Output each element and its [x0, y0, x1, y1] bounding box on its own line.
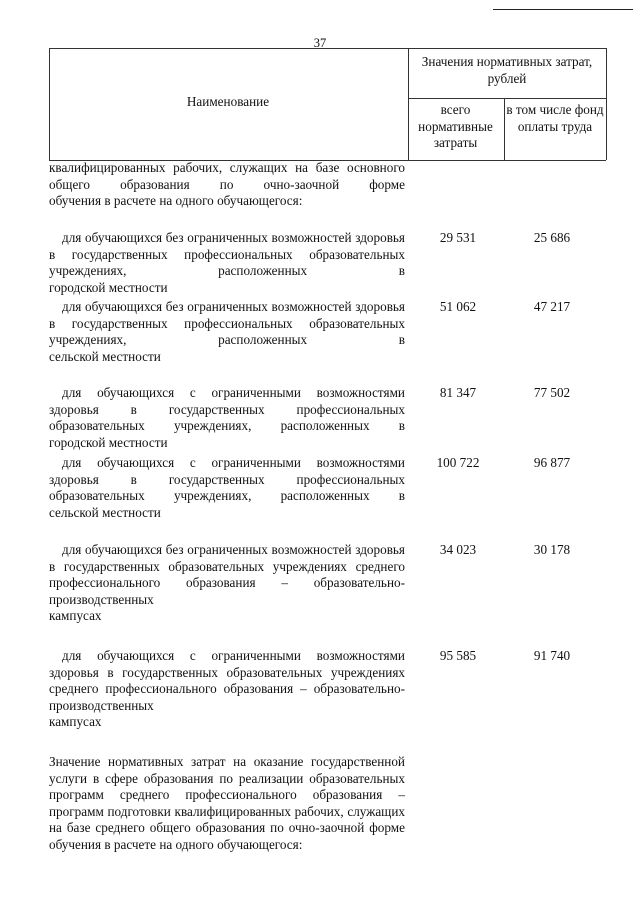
row-total: 100 722	[436, 455, 480, 470]
header-name: Наименование	[186, 94, 270, 109]
closing-last-line: обучения в расчете на одного обучающегося:	[49, 836, 303, 852]
row-fund: 91 740	[533, 648, 571, 663]
closing-paragraph	[49, 754, 405, 854]
corner-line	[493, 9, 633, 10]
intro-continuation	[49, 160, 405, 210]
row-fund: 30 178	[533, 542, 571, 557]
table-border-right	[606, 48, 607, 160]
row-text-last: городской местности	[49, 434, 168, 450]
row-fund: 77 502	[533, 385, 571, 400]
row-text: для обучающихся с ограниченными возможностями здоровья в государственных профессиональных образовательных учреждениях, расположенных в	[49, 455, 405, 504]
header-total: всего нормативные затраты	[418, 102, 493, 151]
row-total: 34 023	[439, 542, 477, 557]
intro-text: квалифицированных рабочих, служащих на базе основного общего образования по очно-заочной форме	[49, 160, 405, 192]
page-number: 37	[313, 36, 327, 50]
row-text: для обучающихся без ограниченных возможностей здоровья в государственных профессиональных образовательных учреждениях, расположенных в	[49, 299, 405, 348]
header-fund: в том числе фонд оплаты труда	[506, 102, 604, 134]
row-label	[49, 230, 405, 296]
row-text-last: сельской местности	[49, 348, 161, 364]
row-text-last: сельской местности	[49, 504, 161, 520]
row-text-last: кампусах	[49, 608, 102, 624]
header-values: Значения нормативных затрат, рублей	[421, 54, 593, 86]
intro-last-line: обучения в расчете на одного обучающегося:	[49, 193, 303, 209]
row-total: 51 062	[439, 299, 477, 314]
row-label	[49, 542, 405, 625]
row-text: для обучающихся с ограниченными возможностями здоровья в государственных образовательных учреждениях среднего профессионального образования – образовательно-производственных	[49, 648, 405, 713]
row-total: 81 347	[439, 385, 477, 400]
row-label	[49, 299, 405, 365]
row-label	[49, 385, 405, 451]
table-border-top	[49, 48, 606, 49]
row-total: 29 531	[439, 230, 477, 245]
row-label	[49, 455, 405, 521]
row-label	[49, 648, 405, 731]
closing-text: Значение нормативных затрат на оказание государственной услуги в сфере образования по реализации образовательных программ среднего профессионального образования – программ подготовки квалифицированных рабочих, служащих на базе среднего общего образования по очно-заочной форме	[49, 754, 405, 836]
row-fund: 47 217	[533, 299, 571, 314]
row-fund: 25 686	[533, 230, 571, 245]
row-fund: 96 877	[533, 455, 571, 470]
row-text: для обучающихся без ограниченных возможностей здоровья в государственных профессиональных образовательных учреждениях, расположенных в	[49, 230, 405, 279]
row-text: для обучающихся с ограниченными возможностями здоровья в государственных профессиональных образовательных учреждениях, расположенных в	[49, 385, 405, 434]
row-text-last: городской местности	[49, 279, 168, 295]
table-subheader-divider	[408, 98, 606, 99]
row-text: для обучающихся без ограниченных возможностей здоровья в государственных образовательных учреждениях среднего профессионального образования – образовательно-производственных	[49, 542, 405, 607]
row-text-last: кампусах	[49, 714, 102, 730]
table-header	[49, 48, 606, 160]
row-total: 95 585	[439, 648, 477, 663]
